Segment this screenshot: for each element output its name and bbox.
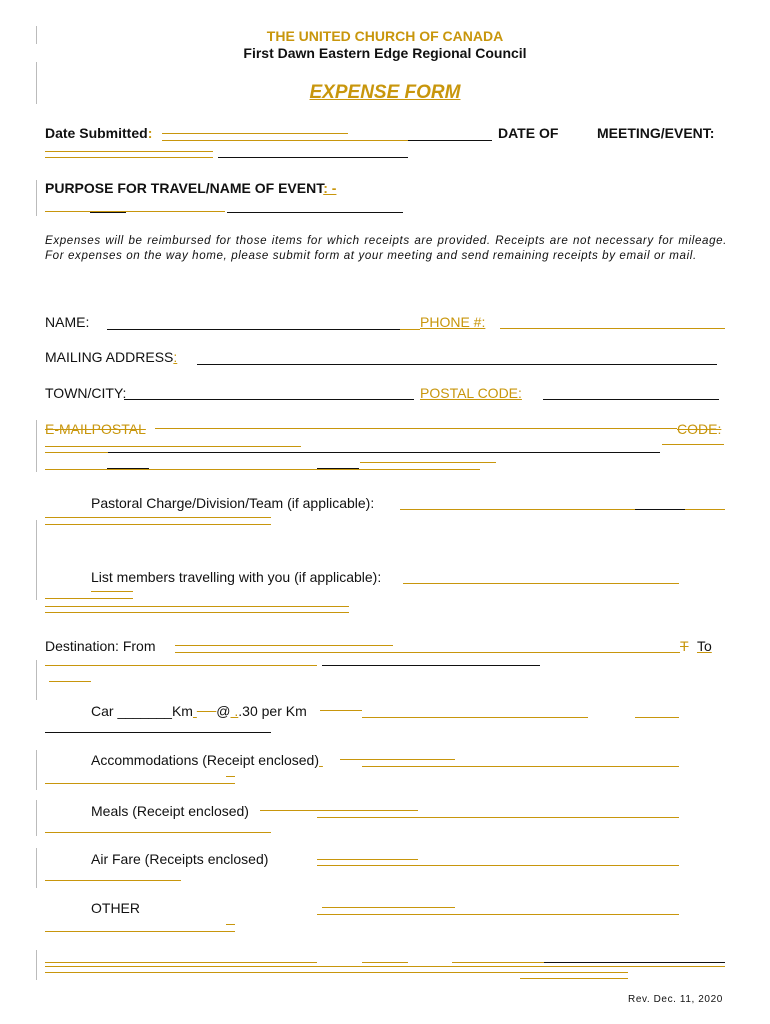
air-fare-field[interactable] <box>45 880 181 881</box>
name-field[interactable] <box>107 329 400 330</box>
meeting-event-label: MEETING/EVENT: <box>597 125 715 141</box>
date-submitted-field[interactable] <box>162 133 348 134</box>
name-label: NAME: <box>45 314 90 330</box>
change-bar <box>36 520 37 600</box>
email-field[interactable] <box>107 468 149 469</box>
accommodations-field[interactable] <box>45 783 235 784</box>
members-travelling-field[interactable] <box>45 612 349 613</box>
air-fare-field[interactable] <box>317 859 418 860</box>
purpose-field[interactable] <box>45 211 225 212</box>
email-field[interactable] <box>45 446 301 447</box>
car-field[interactable] <box>320 710 362 711</box>
total-line[interactable] <box>452 962 544 963</box>
car-field[interactable] <box>635 717 679 718</box>
org-name: THE UNITED CHURCH OF CANADA <box>266 28 504 44</box>
name-field[interactable] <box>400 329 420 330</box>
change-bar <box>36 800 37 836</box>
members-travelling-field[interactable] <box>45 606 349 607</box>
form-title: EXPENSE FORM <box>309 82 461 103</box>
date-of-label: DATE OF <box>498 125 559 141</box>
total-line[interactable] <box>520 978 628 979</box>
purpose-field[interactable] <box>90 212 126 213</box>
total-line[interactable] <box>362 962 408 963</box>
accommodations-field[interactable] <box>362 766 679 767</box>
to-deleted: T <box>680 638 689 654</box>
mailing-address-field[interactable] <box>197 364 717 365</box>
destination-to-field[interactable] <box>49 681 91 682</box>
other-field[interactable] <box>226 924 235 925</box>
destination-from-field[interactable] <box>175 645 393 646</box>
town-city-field[interactable] <box>124 399 414 400</box>
email-field[interactable] <box>317 468 359 469</box>
meals-field[interactable] <box>260 810 418 811</box>
date-submitted-field[interactable] <box>408 140 492 141</box>
air-fare-field[interactable] <box>317 865 679 866</box>
postal-code-label: POSTAL CODE: <box>420 385 522 401</box>
pastoral-charge-field[interactable] <box>635 509 685 510</box>
revision-date: Rev. Dec. 11, 2020 <box>628 994 723 1005</box>
purpose-label: PURPOSE FOR TRAVEL/NAME OF EVENT: - <box>45 180 337 196</box>
email-field[interactable] <box>360 462 496 463</box>
pastoral-charge-field[interactable] <box>45 524 271 525</box>
instructions-text: Expenses will be reimbursed for those items for which receipts are provided. Receipts are not necessary for mileage. For expenses on the way home, please submit form at your meeting and send remaining receipts by email or mail. <box>45 234 727 262</box>
air-fare-label: Air Fare (Receipts enclosed) <box>91 851 269 867</box>
purpose-field[interactable] <box>227 212 403 213</box>
destination-from-field[interactable] <box>175 652 680 653</box>
email-field[interactable] <box>662 444 724 445</box>
other-field[interactable] <box>317 914 679 915</box>
other-field[interactable] <box>45 931 235 932</box>
change-bar <box>36 180 37 216</box>
phone-label: PHONE #: <box>420 314 486 330</box>
mailing-address-label: MAILING ADDRESS: <box>45 349 178 365</box>
car-field[interactable] <box>45 732 271 733</box>
council-name: First Dawn Eastern Edge Regional Council <box>243 45 527 61</box>
phone-field[interactable] <box>500 328 725 329</box>
meeting-event-field[interactable] <box>45 157 213 158</box>
to-label: To <box>697 638 712 654</box>
town-city-label: TOWN/CITY: <box>45 385 127 401</box>
members-travelling-field[interactable] <box>403 583 679 584</box>
pastoral-charge-field[interactable] <box>45 517 271 518</box>
change-bar <box>36 660 37 700</box>
meeting-event-field[interactable] <box>45 151 213 152</box>
email-field[interactable] <box>108 452 660 453</box>
change-bar <box>36 420 37 472</box>
other-label: OTHER <box>91 900 140 916</box>
code-label: CODE: <box>677 421 722 437</box>
date-submitted-label: Date Submitted: <box>45 125 153 141</box>
meals-field[interactable] <box>45 832 271 833</box>
car-field[interactable] <box>362 717 588 718</box>
members-travelling-field[interactable] <box>45 598 133 599</box>
destination-to-field[interactable] <box>322 665 540 666</box>
meals-field[interactable] <box>317 817 679 818</box>
total-line[interactable] <box>45 966 725 967</box>
other-field[interactable] <box>322 907 455 908</box>
accommodations-field[interactable] <box>340 759 455 760</box>
email-strike-line <box>155 428 677 429</box>
email-field[interactable] <box>45 469 480 470</box>
change-bar <box>36 848 37 888</box>
total-line[interactable] <box>544 962 725 963</box>
change-bar <box>36 750 37 790</box>
postal-code-field[interactable] <box>543 399 719 400</box>
change-bar <box>36 950 37 980</box>
pastoral-charge-label: Pastoral Charge/Division/Team (if applicable): <box>91 495 375 511</box>
car-label: Car _______Km @ ..30 per Km <box>91 703 307 719</box>
total-line[interactable] <box>45 962 317 963</box>
members-travelling-field[interactable] <box>91 591 133 592</box>
meeting-event-field[interactable] <box>218 157 408 158</box>
accommodations-label: Accommodations (Receipt enclosed) <box>91 752 319 768</box>
destination-from-label: Destination: From <box>45 638 156 654</box>
meals-label: Meals (Receipt enclosed) <box>91 803 249 819</box>
total-line[interactable] <box>45 972 628 973</box>
members-travelling-label: List members travelling with you (if applicable): <box>91 569 382 585</box>
email-postal-label: E-MAILPOSTAL <box>45 421 146 437</box>
accommodations-field[interactable] <box>226 776 235 777</box>
destination-to-field[interactable] <box>45 665 317 666</box>
